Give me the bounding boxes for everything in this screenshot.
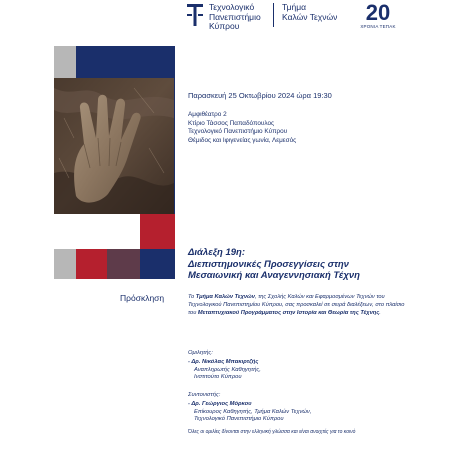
university-name-line: Κύπρου <box>209 21 240 31</box>
coordinator-info <box>188 401 311 424</box>
speaker-info <box>188 359 261 382</box>
venue-line: Τεχνολογικό Πανεπιστήμιο Κύπρου <box>188 128 288 136</box>
anniversary-logo-icon <box>360 1 396 23</box>
department-name <box>282 3 337 22</box>
speaker-role-line: Αναπληρωτής Καθηγητής, <box>194 366 261 373</box>
red-block-bottom <box>76 249 107 279</box>
event-date-time: Παρασκευή 25 Οκτωβρίου 2024 ώρα 19:30 <box>188 91 332 100</box>
header-divider <box>273 3 274 27</box>
red-block-top <box>140 214 175 249</box>
event-venue <box>188 111 296 145</box>
coordinator-role-line: Τεχνολογικό Πανεπιστήμιο Κύπρου <box>194 416 284 423</box>
intro-program: Μεταπτυχιακού Προγράμματος στην Ιστορία και Θεωρία της Τέχνης <box>197 309 380 316</box>
intro-text: , της Σχολής Καλών και Εφαρμοσμένων Τεχνών του Τεχνολογικού Πανεπιστημίου Κύπρου, σας προσκαλεί σε σειρά διαλέξεων, στο πλαίσιο του <box>188 294 405 316</box>
anniversary-caption: ΧΡΟΝΙΑ ΤΕΠΑΚ <box>360 24 396 29</box>
invitation-text <box>188 294 410 317</box>
coordinator-label: Συντονιστής: <box>188 392 221 398</box>
speaker-name: - Δρ. Νικόλας Μπακιρτζής <box>188 359 259 365</box>
artwork-photo <box>54 78 174 214</box>
intro-text: Το <box>188 294 196 300</box>
lecture-title-line: Διεπιστημονικές Προσεγγίσεις στην <box>188 258 349 270</box>
department-name-line: Τμήμα <box>282 2 307 12</box>
speaker-role-line: Ινστιτούτο Κύπρου <box>194 374 242 381</box>
intro-department: Τμήμα Καλών Τεχνών <box>195 294 255 300</box>
department-name-line: Καλών Τεχνών <box>282 11 338 22</box>
university-logo-icon <box>186 3 204 27</box>
footer-note: Όλες οι ομιλίες δίνονται στην ελληνική γλώσσα και είναι ανοιχτές για το κοινό <box>188 429 356 435</box>
header <box>0 0 450 34</box>
plum-block <box>107 249 140 279</box>
university-name <box>209 3 261 32</box>
venue-line: Κτίριο Τάσσος Παπαδόπουλος <box>188 119 275 127</box>
lecture-title <box>188 247 360 282</box>
venue-line: Θέμιδος και Ιφιγενείας γωνία, Λεμεσός <box>188 136 297 144</box>
anniversary-number: 20 <box>365 1 391 23</box>
lecture-title-line: Διάλεξη 19η: <box>188 247 245 258</box>
grey-block-bottom <box>54 249 76 279</box>
coordinator-name: - Δρ. Γεώργιος Μόρκου <box>188 401 252 407</box>
speaker-label: Ομιλητής: <box>188 350 213 356</box>
coordinator-role-line: Επίκουρος Καθηγητής, Τμήμα Καλών Τεχνών, <box>194 408 312 415</box>
navy-block-bottom <box>140 249 175 279</box>
intro-text: . <box>379 309 381 316</box>
invitation-label: Πρόσκληση <box>120 293 165 303</box>
university-name-line: Πανεπιστήμιο <box>209 11 261 22</box>
artwork-hand-image <box>54 78 174 214</box>
lecture-title-line: Μεσαιωνική και Αναγεννησιακή Τέχνη <box>188 270 360 281</box>
grey-block <box>54 46 76 78</box>
university-name-line: Τεχνολογικό <box>209 2 255 12</box>
venue-line: Αμφιθέατρο 2 <box>188 111 227 118</box>
